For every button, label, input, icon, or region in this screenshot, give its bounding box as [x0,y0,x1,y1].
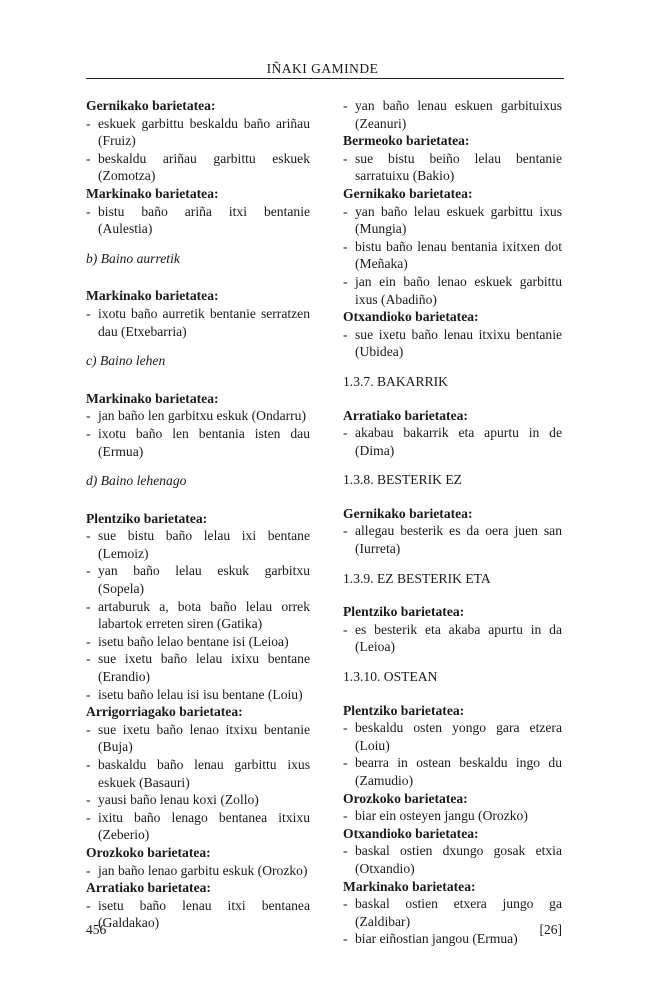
list-item-text: jan baño lenao garbitu eskuk (Orozko) [98,862,308,878]
list-item [86,809,310,844]
list-item [343,807,562,825]
variety-heading: Plentziko barietatea: [343,702,465,718]
list-dash: - [343,808,348,824]
list-item [86,305,310,340]
list-dash: - [343,931,348,947]
list-dash: - [86,115,91,131]
list-item-text: yausi baño lenau koxi (Zollo) [98,792,259,808]
list-item [343,842,562,877]
list-dash: - [343,843,348,859]
list-dash: - [343,621,348,637]
list-item [86,721,310,756]
variety-heading: Orozkoko barietatea: [343,790,468,806]
list-item [343,203,562,238]
variety-heading: Gernikako barietatea: [86,98,216,113]
list-item [86,425,310,460]
list-item [86,527,310,562]
list-dash: - [343,523,348,539]
list-item [343,424,562,459]
list-item-text: jan ein baño lenao eskuek garbittu ixus (Abadiño) [355,273,562,307]
list-item-text: akabau bakarrik eta apurtu in de (Dima) [355,425,562,458]
list-dash: - [343,273,348,289]
list-item-text: yan baño lelau eskuk garbitxu (Sopela) [98,563,310,597]
list-item-text: sue bistu beiño lelau bentanie sarratuixu (Bakio) [355,150,562,184]
list-dash: - [86,686,91,702]
list-item-text: bistu baño lenau bentania ixitxen dot (Meñaka) [355,238,562,272]
left-column [86,97,310,932]
section-title: 1.3.8. BESTERIK EZ [343,472,462,488]
list-item-text: sue bistu baño lelau ixi bentane (Lemoiz) [98,528,310,561]
list-dash: - [86,305,91,321]
list-item [86,633,310,651]
variety-heading: Bermeoko barietatea: [343,133,470,149]
list-dash: - [86,633,91,649]
list-item [343,150,562,185]
bracket-page-number: [26] [539,922,562,937]
variety-heading: Markinako barietatea: [86,390,219,406]
list-item [86,686,310,704]
list-item-text: baskal ostien dxungo gosak etxia (Otxandio) [355,843,562,876]
list-item [343,719,562,754]
list-item [343,522,562,557]
list-dash: - [343,203,348,219]
variety-heading: Otxandioko barietatea: [343,309,479,325]
list-item-text: bistu baño ariña itxi bentanie (Aulestia) [98,203,310,237]
list-dash: - [86,528,91,544]
section-title: 1.3.9. EZ BESTERIK ETA [343,570,491,586]
list-item [343,97,562,132]
list-dash: - [86,563,91,579]
list-dash: - [86,721,91,737]
list-item-text: isetu baño lelao bentane isi (Leioa) [98,633,289,649]
list-dash: - [86,598,91,614]
list-dash: - [86,408,91,424]
subsection-title: b) Baino aurretik [86,250,180,266]
section-title: 1.3.10. OSTEAN [343,669,438,685]
list-item-text: baskal ostien etxera jungo ga (Zaldibar) [355,896,562,929]
list-item [86,791,310,809]
list-dash: - [86,203,91,219]
page-number: 456 [86,922,107,937]
variety-heading: Arrigorriagako barietatea: [86,704,243,720]
list-dash: - [86,757,91,772]
list-dash: - [343,150,348,166]
list-dash: - [86,809,91,825]
list-item-text: yan baño lenau eskuen garbituixus (Zeanuri) [355,98,562,131]
variety-heading: Markinako barietatea: [343,878,476,894]
list-item-text: biar eiñostian jangou (Ermua) [355,931,518,947]
variety-heading: Markinako barietatea: [86,185,219,201]
list-item-text: yan baño lelau eskuek garbittu ixus (Mungia) [355,203,562,237]
list-item-text: beskaldu ariñau garbittu eskuek (Zomotza) [98,150,310,184]
list-dash: - [343,98,348,113]
list-dash: - [343,326,348,342]
running-head: IÑAKI GAMINDE [266,61,379,76]
list-item [343,238,562,273]
list-item [86,407,310,425]
list-item-text: sue ixetu baño lelau ixixu bentane (Erandio) [98,651,310,685]
section-title: 1.3.7. BAKARRIK [343,373,448,389]
subsection-title: c) Baino lehen [86,353,166,369]
list-dash: - [86,862,91,878]
variety-heading: Gernikako barietatea: [343,185,473,201]
list-item-text: biar ein osteyen jangu (Orozko) [355,808,528,824]
list-item-text: ixotu baño aurretik bentanie serratzen dau (Etxebarria) [98,305,310,339]
subsection-title: d) Baino lehenago [86,473,187,489]
variety-heading: Plentziko barietatea: [343,604,465,620]
list-item-text: beskaldu osten yongo gara etzera (Loiu) [355,720,562,753]
list-dash: - [86,150,91,166]
variety-heading: Orozkoko barietatea: [86,844,211,860]
list-item-text: baskaldu baño lenau garbittu ixus eskuek (Basauri) [98,757,310,790]
list-item-text: isetu baño lenau itxi bentanea (Galdakao) [98,897,310,931]
header-rule [86,78,564,79]
list-item-text: artaburuk a, bota baño lelau orrek labartok erreten siren (Gatika) [98,598,310,632]
list-dash: - [343,755,348,771]
list-item-text: ixotu baño len bentania isten dau (Ermua) [98,425,310,459]
variety-heading: Arratiako barietatea: [86,880,211,896]
list-item-text: isetu baño lelau isi isu bentane (Loiu) [98,686,303,702]
list-item-text: sue ixetu baño lenao itxixu bentanie (Buja) [98,721,310,755]
list-item [343,754,562,789]
list-item [86,203,310,238]
list-item [86,650,310,685]
list-item [86,562,310,597]
list-dash: - [343,896,348,912]
list-item-text: jan baño len garbitxu eskuk (Ondarru) [98,408,306,424]
list-item-text: ixitu baño lenago bentanea itxixu (Zeberio) [98,809,310,843]
variety-heading: Otxandioko barietatea: [343,825,479,841]
list-dash: - [86,897,91,913]
list-item-text: es besterik eta akaba apurtu in da (Leioa) [355,621,562,655]
list-dash: - [86,651,91,667]
list-item [86,756,310,791]
list-item [86,897,310,932]
list-item [343,621,562,656]
list-item-text: eskuek garbittu beskaldu baño ariñau (Fruiz) [98,115,310,149]
variety-heading: Plentziko barietatea: [86,510,208,526]
list-dash: - [343,425,348,441]
list-item-text: bearra in ostean beskaldu ingo du (Zamudio) [355,755,562,788]
list-item-text: sue ixetu baño lenau itxixu bentanie (Ubidea) [355,326,562,360]
variety-heading: Arratiako barietatea: [343,407,468,423]
variety-heading: Markinako barietatea: [86,288,219,304]
list-item [86,862,310,880]
list-item [343,273,562,308]
right-column [343,97,562,948]
list-dash: - [343,720,348,736]
list-item-text: allegau besterik es da oera juen san (Iurreta) [355,523,562,557]
variety-heading: Gernikako barietatea: [343,505,473,521]
list-dash: - [343,238,348,254]
list-item [86,598,310,633]
list-item [86,115,310,150]
list-dash: - [86,425,91,441]
list-item [86,150,310,185]
list-item [343,326,562,361]
list-dash: - [86,792,91,808]
